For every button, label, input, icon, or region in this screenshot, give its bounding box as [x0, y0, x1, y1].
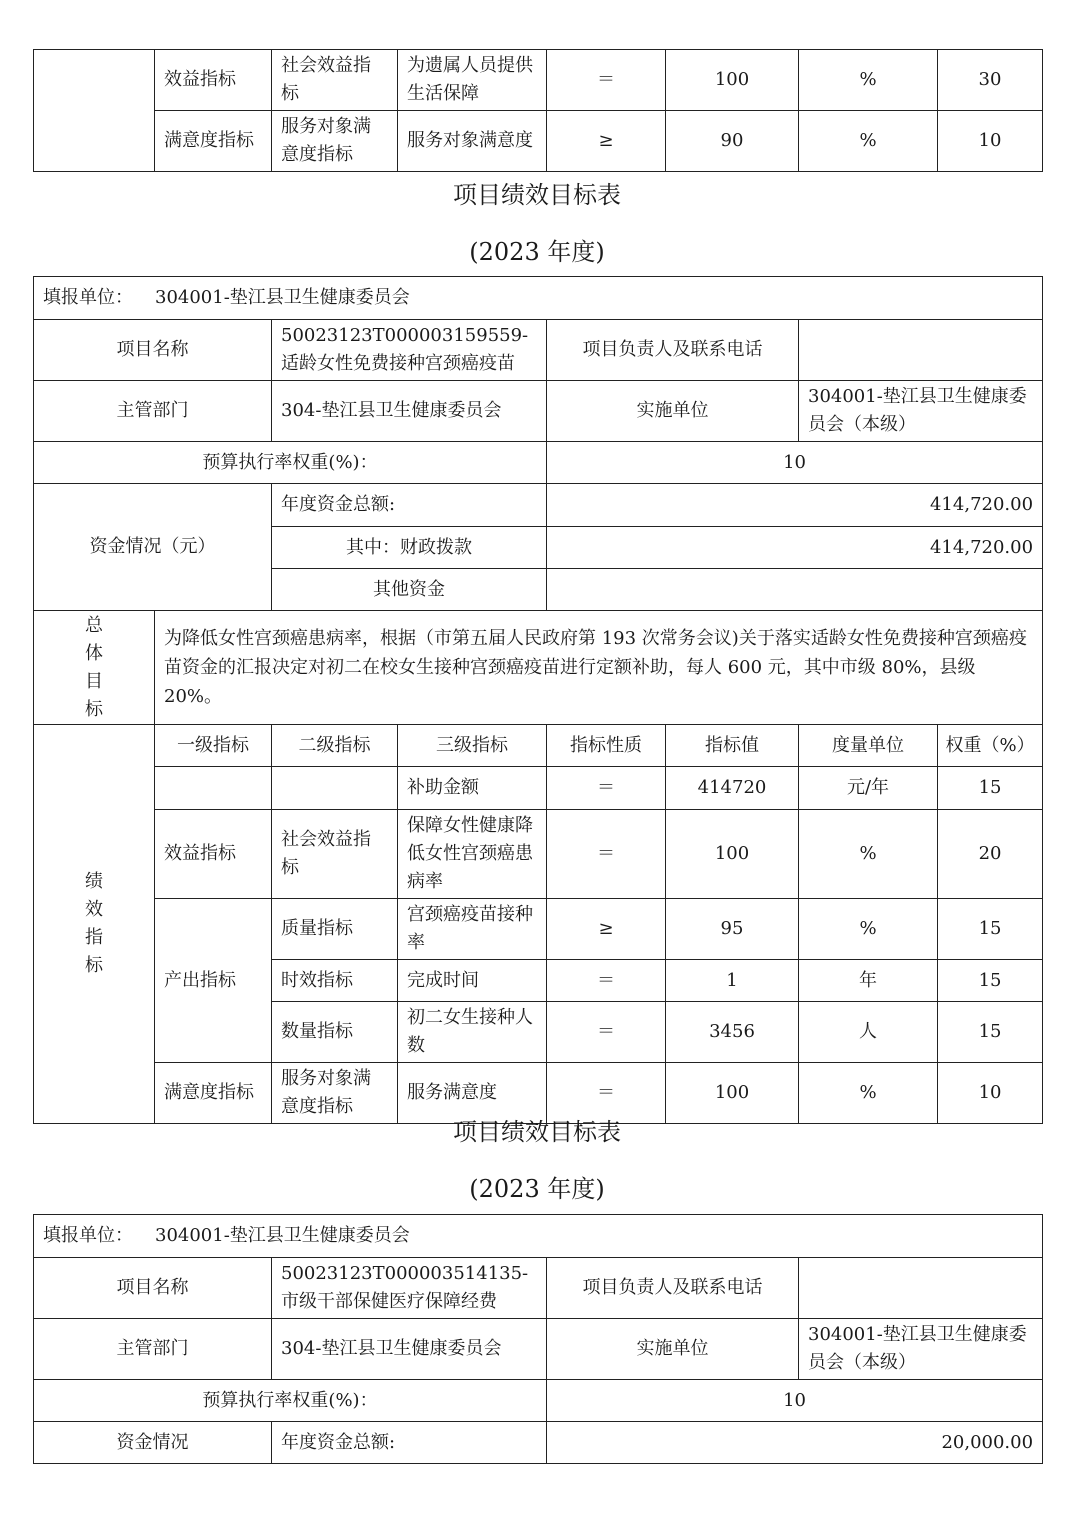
weight-cell: 15	[938, 1002, 1043, 1063]
header-cell: 一级指标	[155, 725, 272, 767]
table-row	[34, 484, 1043, 527]
weight-cell: 20	[938, 810, 1043, 899]
weight-cell: 15	[938, 767, 1043, 810]
value-cell: 90	[666, 111, 799, 172]
nature-cell: ＝	[547, 1002, 666, 1063]
level2-cell: 社会效益指标	[272, 50, 398, 111]
table-row	[34, 1319, 1043, 1380]
impl-value: 304001-垫江县卫生健康委员会（本级）	[799, 1319, 1043, 1380]
project-name-value: 50023123T000003159559-适龄女性免费接种宫颈癌疫苗	[272, 320, 547, 381]
table-row	[34, 1215, 1043, 1258]
level2-cell: 时效指标	[272, 960, 398, 1002]
weight-cell: 30	[938, 50, 1043, 111]
dept-label: 主管部门	[34, 1319, 272, 1380]
budget-rate-value: 10	[547, 442, 1043, 484]
level1-cell: 产出指标	[155, 899, 272, 1063]
table3-title: 项目绩效目标表	[453, 1118, 621, 1146]
nature-cell: ＝	[547, 960, 666, 1002]
project-name-value: 50023123T000003514135-市级干部保健医疗保障经费	[272, 1258, 547, 1319]
funds-fiscal-label: 其中：财政拨款	[272, 527, 547, 569]
impl-label: 实施单位	[547, 1319, 799, 1380]
level3-cell: 为遗属人员提供生活保障	[398, 50, 547, 111]
perf-label	[34, 725, 155, 1124]
level2-cell: 质量指标	[272, 899, 398, 960]
level1-cell: 满意度指标	[155, 111, 272, 172]
funds-fiscal-value: 414,720.00	[547, 527, 1043, 569]
table-row	[34, 320, 1043, 381]
table-row	[34, 899, 1043, 960]
value-cell: 95	[666, 899, 799, 960]
table3-year: (2023 年度)	[469, 1175, 605, 1203]
table2-year: (2023 年度)	[469, 238, 605, 266]
impl-label: 实施单位	[547, 381, 799, 442]
nature-cell: ＝	[547, 810, 666, 899]
reporting-unit-cell	[34, 1215, 1043, 1258]
level2-cell: 数量指标	[272, 1002, 398, 1063]
value-cell: 100	[666, 1063, 799, 1124]
table3	[33, 1214, 1043, 1464]
header-cell: 指标性质	[547, 725, 666, 767]
budget-rate-value: 10	[547, 1380, 1043, 1422]
table-row	[34, 111, 1043, 172]
unit-cell: %	[799, 1063, 938, 1124]
header-cell: 指标值	[666, 725, 799, 767]
funds-label: 资金情况（元）	[34, 484, 272, 611]
contact-label: 项目负责人及联系电话	[547, 1258, 799, 1319]
header-cell: 权重（%）	[938, 725, 1043, 767]
header-cell: 度量单位	[799, 725, 938, 767]
goal-label-char: 体	[85, 642, 103, 664]
reporting-unit-value: 304001-垫江县卫生健康委员会	[155, 287, 410, 308]
funds-label: 资金情况	[34, 1422, 272, 1464]
weight-cell: 10	[938, 1063, 1043, 1124]
perf-label-char: 效	[85, 899, 103, 920]
funds-total-value: 20,000.00	[547, 1422, 1043, 1464]
level3-cell: 宫颈癌疫苗接种率	[398, 899, 547, 960]
weight-cell: 15	[938, 899, 1043, 960]
table-row	[34, 767, 1043, 810]
level2-cell	[272, 767, 398, 810]
goal-label	[34, 611, 155, 725]
weight-cell: 15	[938, 960, 1043, 1002]
table-row	[34, 1422, 1043, 1464]
level3-cell: 保障女性健康降低女性宫颈癌患病率	[398, 810, 547, 899]
dept-label: 主管部门	[34, 381, 272, 442]
goal-label-char: 目	[85, 670, 103, 692]
value-cell: 1	[666, 960, 799, 1002]
table-row	[34, 725, 1043, 767]
contact-label: 项目负责人及联系电话	[547, 320, 799, 381]
reporting-unit-cell	[34, 277, 1043, 320]
table-row	[34, 442, 1043, 484]
nature-cell: ≥	[547, 899, 666, 960]
level2-cell: 服务对象满意度指标	[272, 1063, 398, 1124]
reporting-unit-label: 填报单位：	[43, 1225, 133, 1246]
table-row	[34, 50, 1043, 111]
table-row	[34, 277, 1043, 320]
header-cell: 二级指标	[272, 725, 398, 767]
value-cell: 414720	[666, 767, 799, 810]
nature-cell: ＝	[547, 50, 666, 111]
contact-value	[799, 320, 1043, 381]
impl-value: 304001-垫江县卫生健康委员会（本级）	[799, 381, 1043, 442]
table-row	[34, 1380, 1043, 1422]
unit-cell: 年	[799, 960, 938, 1002]
unit-cell: %	[799, 810, 938, 899]
unit-cell: %	[799, 899, 938, 960]
level3-cell: 补助金额	[398, 767, 547, 810]
unit-cell: %	[799, 50, 938, 111]
nature-cell: ≥	[547, 111, 666, 172]
value-cell: 100	[666, 50, 799, 111]
unit-cell: 人	[799, 1002, 938, 1063]
reporting-unit-value: 304001-垫江县卫生健康委员会	[155, 1225, 410, 1246]
project-name-label: 项目名称	[34, 320, 272, 381]
table-row	[34, 810, 1043, 899]
goal-text: 为降低女性宫颈癌患病率，根据（市第五届人民政府第 193 次常务会议)关于落实适龄女性免费接种宫颈癌疫苗资金的汇报决定对初二在校女生接种宫颈癌疫苗进行定额补助，每人 600 元，其中市级 80%，县级 20%。	[155, 611, 1043, 725]
nature-cell: ＝	[547, 767, 666, 810]
header-cell: 三级指标	[398, 725, 547, 767]
budget-rate-label: 预算执行率权重(%)：	[34, 442, 547, 484]
nature-cell: ＝	[547, 1063, 666, 1124]
funds-other-label: 其他资金	[272, 569, 547, 611]
goal-label-char: 总	[85, 614, 103, 636]
contact-value	[799, 1258, 1043, 1319]
funds-other-value	[547, 569, 1043, 611]
unit-cell: 元/年	[799, 767, 938, 810]
reporting-unit-label: 填报单位：	[43, 287, 133, 308]
level3-cell: 服务满意度	[398, 1063, 547, 1124]
budget-rate-label: 预算执行率权重(%)：	[34, 1380, 547, 1422]
weight-cell: 10	[938, 111, 1043, 172]
level3-cell: 完成时间	[398, 960, 547, 1002]
table2-title: 项目绩效目标表	[453, 181, 621, 209]
level1-cell	[155, 767, 272, 810]
level3-cell: 初二女生接种人数	[398, 1002, 547, 1063]
level1-cell: 效益指标	[155, 50, 272, 111]
funds-total-value: 414,720.00	[547, 484, 1043, 527]
table2	[33, 276, 1043, 1124]
level2-cell: 社会效益指标	[272, 810, 398, 899]
table-row	[34, 381, 1043, 442]
table-row	[34, 1258, 1043, 1319]
value-cell: 100	[666, 810, 799, 899]
top-fragment-table	[33, 49, 1043, 172]
funds-total-label: 年度资金总额:	[272, 484, 547, 527]
dept-value: 304-垫江县卫生健康委员会	[272, 381, 547, 442]
dept-value: 304-垫江县卫生健康委员会	[272, 1319, 547, 1380]
level1-cell: 满意度指标	[155, 1063, 272, 1124]
perf-label-char: 标	[85, 955, 103, 976]
project-name-label: 项目名称	[34, 1258, 272, 1319]
level3-cell: 服务对象满意度	[398, 111, 547, 172]
table-row	[34, 611, 1043, 725]
unit-cell: %	[799, 111, 938, 172]
level2-cell: 服务对象满意度指标	[272, 111, 398, 172]
goal-label-char: 标	[85, 698, 103, 720]
perf-label-char: 指	[85, 927, 103, 948]
level1-cell: 效益指标	[155, 810, 272, 899]
value-cell: 3456	[666, 1002, 799, 1063]
funds-total-label: 年度资金总额:	[272, 1422, 547, 1464]
perf-label-char: 绩	[85, 871, 103, 892]
perf-label-cell	[34, 50, 155, 172]
